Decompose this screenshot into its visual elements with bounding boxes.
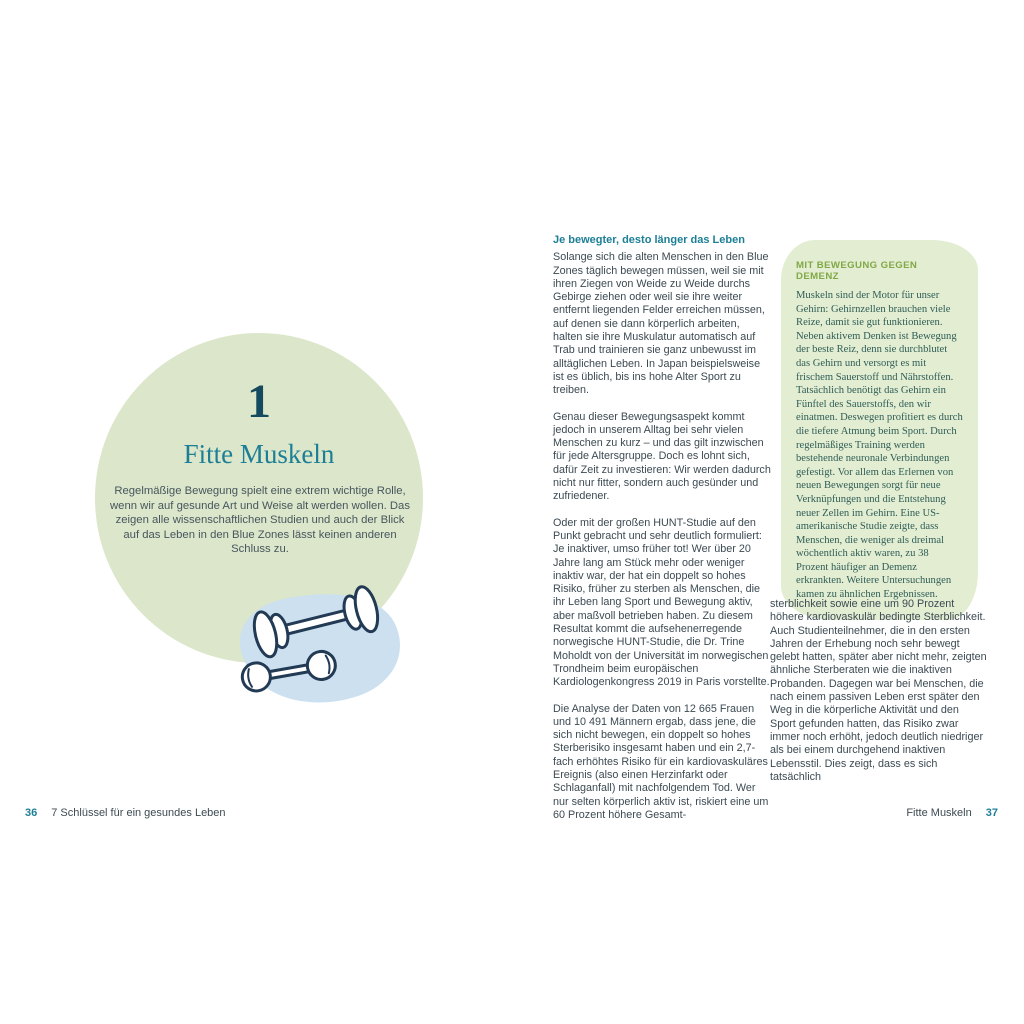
chapter-title: Fitte Muskeln bbox=[183, 439, 335, 469]
body-paragraph: Die Analyse der Daten von 12 665 Frauen und 10 491 Männern ergab, dass jene, die sich nicht bewegen, ein doppelt so hohes Sterberisiko insgesamt haben und ein 2,7-fach erhöhtes Risiko für ein kardiovaskuläres Ereignis (also einen Herzinfarkt oder Schlaganfall) mit nachfolgendem Tod. Wer nur selten körperlich aktiv ist, riskiert eine um 60 Prozent höhere Gesamt- bbox=[553, 702, 769, 821]
left-page-number: 36 bbox=[25, 807, 38, 819]
right-page-number: 37 bbox=[985, 807, 998, 819]
right-page-main-column bbox=[553, 234, 772, 822]
chapter-intro-text: Regelmäßige Bewegung spielt eine extrem wichtige Rolle, wenn wir auf gesunde Art und Weise alt werden wollen. Das zeigen alle wissenschaftlichen Studien und auch der Blick auf das Leben in den Blue Zones lässt keinen anderen Schluss zu. bbox=[110, 485, 410, 555]
chapter-number: 1 bbox=[247, 375, 271, 428]
body-paragraph-continuation: sterblichkeit sowie eine um 90 Prozent höhere kardiovaskulär bedingte Sterblichkeit. Auch Studienteilnehmer, die in den ersten Jahren der Erhebung noch sehr bewegt gelebt hatten, später aber nicht mehr, zeigten ähnliche Sterberaten wie die inaktiven Probanden. Dagegen war bei Menschen, die nach einem passiven Leben erst später den Weg in die körperliche Aktivität und den Sport gefunden hatten, das Risiko zwar immer noch erhöht, jedoch deutlich niedriger als bei einem durchgehend inaktiven Lebensstil. Dies zeigt, dass es sich tatsächlich bbox=[770, 598, 987, 783]
left-page-footer bbox=[25, 807, 226, 819]
body-paragraph: Solange sich die alten Menschen in den Blue Zones täglich bewegen müssen, weil sie mit ihren Ziegen von Weide zu Weide durchs Gebirge ziehen oder weil sie ihre weiter entfernt liegenden Felder erreichen müssen, auf denen sie dann körperlich arbeiten, halten sie ihre Muskulatur automatisch auf Trab und trainieren sie ganz unbewusst im alltäglichen Leben. In Japan beispielsweise ist es üblich, bis ins hohe Alter Sport zu treiben. bbox=[553, 251, 769, 397]
body-paragraph: Oder mit der großen HUNT-Studie auf den Punkt gebracht und sehr deutlich formuliert: Je inaktiver, umso früher tot! Wer über 20 Jahre lang am Stück mehr oder weniger inaktiv war, der hat ein doppelt so hohes Risiko, früher zu sterben als Menschen, die ihr Leben lang Sport und Bewegung aktiv, aber maßvoll betrieben haben. Zu diesem Resultat kommt die aufsehenerregende norwegische HUNT-Studie, die Dr. Trine Moholdt von der Universität im norwegischen Trondheim beim europäischen Kardiologenkongress 2019 in Paris vorstellte. bbox=[553, 516, 770, 689]
info-box-text: Muskeln sind der Motor für unser Gehirn: Gehirnzellen brauchen viele Reize, damit sie gut funktionieren. Neben aktivem Denken ist Bewegung der beste Reiz, denn sie durchblutet das Gehirn und versorgt es mit frischem Sauerstoff und Nährstoffen. Tatsächlich benötigt das Gehirn ein Fünftel des Sauerstoffs, den wir einatmen. Deswegen profitiert es durch die tiefere Atmung beim Sport. Durch regelmäßiges Training werden bestehende neuronale Verbindungen gefestigt. Vor allem das Erlernen von neuen Bewegungen sorgt für neue Verknüpfungen und die Entstehung neuer Zellen im Gehirn. Eine US-amerikanische Studie zeigte, dass Menschen, die weniger als dreimal wöchentlich aktiv waren, zu 38 Prozent häufiger an Demenz erkrankten. Weitere Untersuchungen kamen zu ähnlichen Ergebnissen. bbox=[796, 290, 963, 601]
info-box-title: MIT BEWEGUNG GEGEN DEMENZ bbox=[796, 260, 918, 282]
right-page-footer bbox=[906, 807, 998, 819]
left-footer-text: 7 Schlüssel für ein gesundes Leben bbox=[51, 807, 226, 819]
right-footer-text: Fitte Muskeln bbox=[906, 807, 972, 819]
body-paragraph: Genau dieser Bewegungsaspekt kommt jedoch in unserem Alltag bei sehr vielen Menschen zu kurz – und das gilt inzwischen für jede Altersgruppe. Doch es lohnt sich, dafür Zeit zu investieren: Wir werden dadurch nicht nur fitter, sondern auch gesünder und zufriedener. bbox=[553, 410, 771, 503]
section-heading: Je bewegter, desto länger das Leben bbox=[553, 234, 745, 246]
dumbbells-illustration bbox=[218, 548, 406, 716]
info-box-demenz bbox=[781, 240, 978, 620]
